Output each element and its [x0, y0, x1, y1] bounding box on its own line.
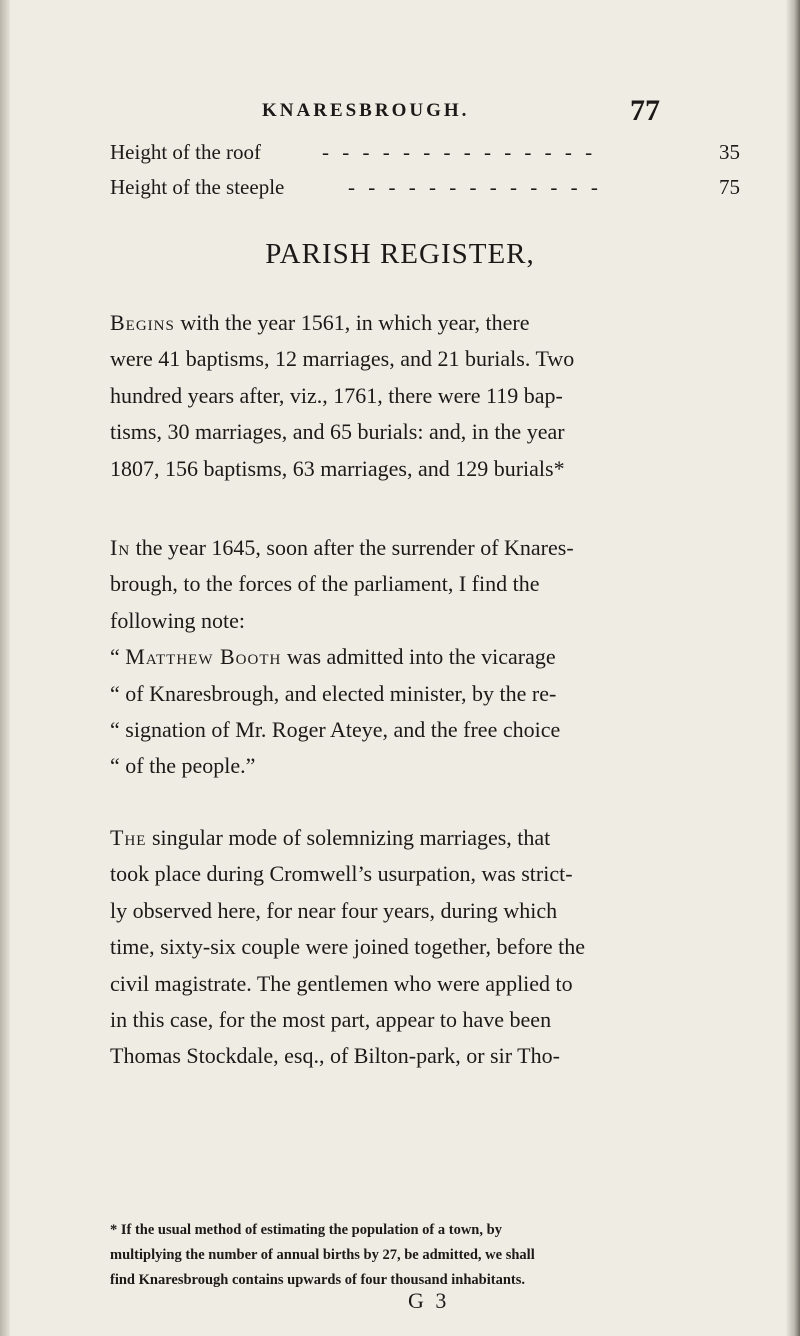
running-head — [262, 94, 682, 134]
paragraph-line: Begins with the year 1561, in which year, there — [110, 310, 530, 335]
paragraph-register-counts — [110, 305, 740, 487]
footnote-line: find Knaresbrough contains upwards of four thousand inhabitants. — [110, 1272, 525, 1288]
signature-mark: G 3 — [408, 1288, 450, 1313]
dimension-row-steeple — [110, 175, 740, 203]
lead-word: The — [110, 825, 147, 850]
footnote — [110, 1218, 750, 1293]
paragraph-marriages — [110, 820, 740, 1075]
paragraph-1645-note — [110, 530, 740, 785]
page-number: 77 — [630, 94, 660, 127]
dimension-label: Height of the roof — [110, 140, 262, 164]
paragraph-line: were 41 baptisms, 12 marriages, and 21 burials. Two — [110, 346, 575, 372]
lead-word: Begins — [110, 310, 175, 335]
footnote-line: multiplying the number of annual births by 27, be admitted, we shall — [110, 1247, 535, 1263]
paragraph-line: took place during Cromwell’s usurpation, was strict- — [110, 861, 573, 887]
dot-leader: - - - - - - - - - - - - - — [348, 175, 602, 199]
section-heading: PARISH REGISTER, — [265, 238, 535, 270]
paragraph-line: civil magistrate. The gentlemen who were applied to — [110, 970, 573, 996]
paragraph-line: The singular mode of solemnizing marriages, that — [110, 825, 551, 850]
running-title: KNARESBROUGH. — [262, 100, 470, 121]
paragraph-line: in this case, for the most part, appear to have been — [110, 1007, 552, 1033]
paragraph-line: Thomas Stockdale, esq., of Bilton-park, or sir Tho- — [110, 1043, 560, 1069]
paragraph-line: “ Matthew Booth was admitted into the vicarage — [110, 644, 556, 670]
paragraph-line: time, sixty-six couple were joined together, before the — [110, 934, 586, 960]
paragraph-line: brough, to the forces of the parliament, I find the — [110, 571, 540, 597]
paragraph-line: “ of the people.” — [110, 753, 256, 779]
lead-word: In — [110, 535, 131, 560]
dot-leader: - - - - - - - - - - - - - - — [322, 140, 597, 164]
quoted-name: Matthew Booth — [125, 644, 282, 670]
dimension-value: 35 — [719, 140, 740, 164]
page-edge-right — [786, 0, 800, 1336]
paragraph-line: ly observed here, for near four years, during which — [110, 897, 558, 923]
paragraph-line: hundred years after, viz., 1761, there were 119 bap- — [110, 382, 563, 408]
paragraph-line: “ signation of Mr. Roger Ateye, and the free choice — [110, 717, 561, 743]
paragraph-line: 1807, 156 baptisms, 63 marriages, and 129 burials* — [110, 455, 565, 481]
dimension-row-roof — [110, 140, 740, 168]
dimension-value: 75 — [719, 175, 740, 199]
paragraph-line: In the year 1645, soon after the surrender of Knares- — [110, 535, 574, 560]
page-gutter-left — [0, 0, 10, 1336]
paragraph-line: “ of Knaresbrough, and elected minister, by the re- — [110, 680, 557, 706]
footnote-line: * If the usual method of estimating the population of a town, by — [110, 1222, 502, 1238]
paragraph-line: following note: — [110, 607, 246, 633]
paragraph-line: tisms, 30 marriages, and 65 burials: and, in the year — [110, 419, 565, 445]
dimension-label: Height of the steeple — [110, 175, 285, 199]
